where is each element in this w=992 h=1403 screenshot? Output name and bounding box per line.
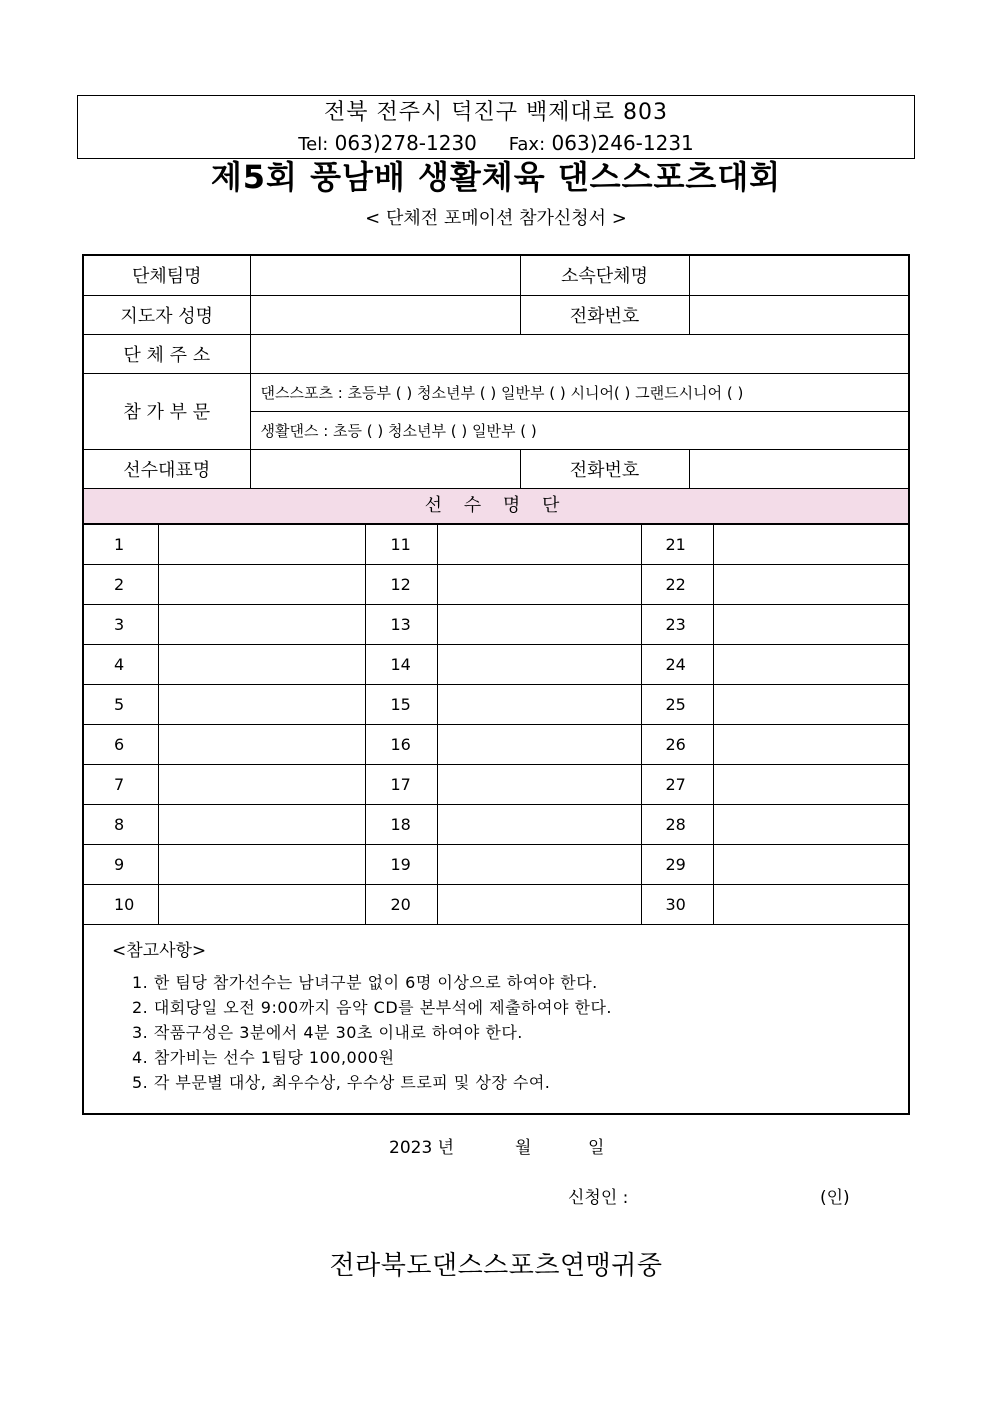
roster-name-field[interactable] (713, 844, 908, 884)
roster-table (84, 524, 908, 925)
representative-field[interactable] (250, 449, 520, 488)
date-month: 월 (515, 1138, 532, 1158)
recipient-footer: 전라북도댄스스포츠연맹귀중 (329, 1251, 663, 1281)
note-item: 2. 대회당일 오전 9:00까지 음악 CD를 본부석에 제출하여야 한다. (132, 997, 612, 1017)
roster-number: 10 (84, 884, 158, 924)
roster-number: 1 (84, 524, 158, 564)
representative-phone-label: 전화번호 (520, 449, 689, 488)
roster-name-field[interactable] (713, 764, 908, 804)
roster-number: 7 (84, 764, 158, 804)
roster-name-field[interactable] (158, 844, 365, 884)
roster-name-field[interactable] (158, 524, 365, 564)
team-name-label: 단체팀명 (84, 256, 250, 295)
roster-name-field[interactable] (713, 724, 908, 764)
roster-name-field[interactable] (158, 604, 365, 644)
roster-number: 17 (365, 764, 437, 804)
roster-number: 28 (641, 804, 713, 844)
roster-name-field[interactable] (158, 684, 365, 724)
roster-number: 5 (84, 684, 158, 724)
roster-name-field[interactable] (158, 564, 365, 604)
roster-number: 24 (641, 644, 713, 684)
roster-number: 3 (84, 604, 158, 644)
roster-row (84, 564, 908, 604)
date-day: 일 (588, 1138, 605, 1158)
roster-name-field[interactable] (713, 564, 908, 604)
roster-name-field[interactable] (158, 724, 365, 764)
team-info-table (84, 256, 908, 489)
roster-row (84, 804, 908, 844)
roster-number: 8 (84, 804, 158, 844)
roster-number: 4 (84, 644, 158, 684)
roster-number: 13 (365, 604, 437, 644)
roster-number: 19 (365, 844, 437, 884)
roster-number: 6 (84, 724, 158, 764)
roster-number: 29 (641, 844, 713, 884)
roster-name-field[interactable] (437, 564, 641, 604)
roster-number: 9 (84, 844, 158, 884)
roster-name-field[interactable] (713, 644, 908, 684)
roster-name-field[interactable] (713, 684, 908, 724)
roster-name-field[interactable] (437, 684, 641, 724)
roster-row (84, 684, 908, 724)
roster-number: 20 (365, 884, 437, 924)
division-label: 참 가 부 문 (84, 373, 250, 449)
roster-number: 2 (84, 564, 158, 604)
document-title: 제5회 풍남배 생활체육 댄스스포츠대회 (210, 158, 782, 196)
leader-phone-label: 전화번호 (520, 295, 689, 334)
roster-name-field[interactable] (437, 884, 641, 924)
fax-label: Fax: (508, 134, 546, 155)
leader-phone-field[interactable] (689, 295, 908, 334)
roster-row (84, 844, 908, 884)
roster-header: 선 수 명 단 (84, 489, 908, 524)
application-form (82, 254, 910, 1115)
roster-name-field[interactable] (437, 604, 641, 644)
roster-row (84, 644, 908, 684)
roster-name-field[interactable] (437, 724, 641, 764)
representative-phone-field[interactable] (689, 449, 908, 488)
notes-title: <참고사항> (112, 940, 207, 961)
team-address-field[interactable] (250, 334, 908, 373)
roster-name-field[interactable] (713, 804, 908, 844)
document-subtitle: < 단체전 포메이션 참가신청서 > (365, 208, 627, 229)
roster-row (84, 724, 908, 764)
team-name-field[interactable] (250, 256, 520, 295)
roster-name-field[interactable] (713, 884, 908, 924)
notes-list (112, 970, 908, 1095)
division-dancesport-options[interactable]: 댄스스포츠 : 초등부 ( ) 청소년부 ( ) 일반부 ( ) 시니어( ) 그랜드시니어 ( ) (250, 373, 908, 411)
representative-label: 선수대표명 (84, 449, 250, 488)
roster-name-field[interactable] (158, 644, 365, 684)
leader-name-field[interactable] (250, 295, 520, 334)
note-item: 1. 한 팀당 참가선수는 남녀구분 없이 6명 이상으로 하여야 한다. (132, 972, 598, 992)
tel-label: Tel: (298, 134, 329, 155)
roster-number: 14 (365, 644, 437, 684)
roster-number: 11 (365, 524, 437, 564)
division-life-dance-options[interactable]: 생활댄스 : 초등 ( ) 청소년부 ( ) 일반부 ( ) (250, 411, 908, 449)
roster-number: 22 (641, 564, 713, 604)
notes-section (84, 925, 908, 1095)
roster-number: 21 (641, 524, 713, 564)
team-address-label: 단 체 주 소 (84, 334, 250, 373)
leader-name-label: 지도자 성명 (84, 295, 250, 334)
note-item: 5. 각 부문별 대상, 최우수상, 우수상 트로피 및 상장 수여. (132, 1072, 551, 1092)
roster-name-field[interactable] (713, 524, 908, 564)
roster-number: 30 (641, 884, 713, 924)
roster-name-field[interactable] (158, 804, 365, 844)
roster-name-field[interactable] (158, 884, 365, 924)
roster-name-field[interactable] (437, 844, 641, 884)
roster-number: 16 (365, 724, 437, 764)
roster-name-field[interactable] (437, 644, 641, 684)
roster-number: 26 (641, 724, 713, 764)
roster-name-field[interactable] (437, 804, 641, 844)
note-item: 4. 참가비는 선수 1팀당 100,000원 (132, 1047, 395, 1067)
roster-name-field[interactable] (713, 604, 908, 644)
roster-row (84, 524, 908, 564)
fax-number: 063)246-1231 (551, 131, 694, 155)
seal-mark: (인) (820, 1188, 850, 1208)
address-text: 전북 전주시 덕진구 백제대로 803 (324, 100, 668, 125)
affiliation-field[interactable] (689, 256, 908, 295)
roster-number: 15 (365, 684, 437, 724)
roster-name-field[interactable] (437, 764, 641, 804)
roster-number: 27 (641, 764, 713, 804)
roster-name-field[interactable] (158, 764, 365, 804)
tel-number: 063)278-1230 (334, 131, 477, 155)
roster-name-field[interactable] (437, 524, 641, 564)
roster-number: 18 (365, 804, 437, 844)
roster-number: 23 (641, 604, 713, 644)
roster-number: 12 (365, 564, 437, 604)
date-year: 2023 년 (389, 1138, 455, 1158)
address-box (77, 95, 915, 159)
affiliation-label: 소속단체명 (520, 256, 689, 295)
applicant-label: 신청인 : (568, 1188, 629, 1208)
roster-row (84, 604, 908, 644)
note-item: 3. 작품구성은 3분에서 4분 30초 이내로 하여야 한다. (132, 1022, 523, 1042)
roster-number: 25 (641, 684, 713, 724)
roster-row (84, 764, 908, 804)
roster-row (84, 884, 908, 924)
